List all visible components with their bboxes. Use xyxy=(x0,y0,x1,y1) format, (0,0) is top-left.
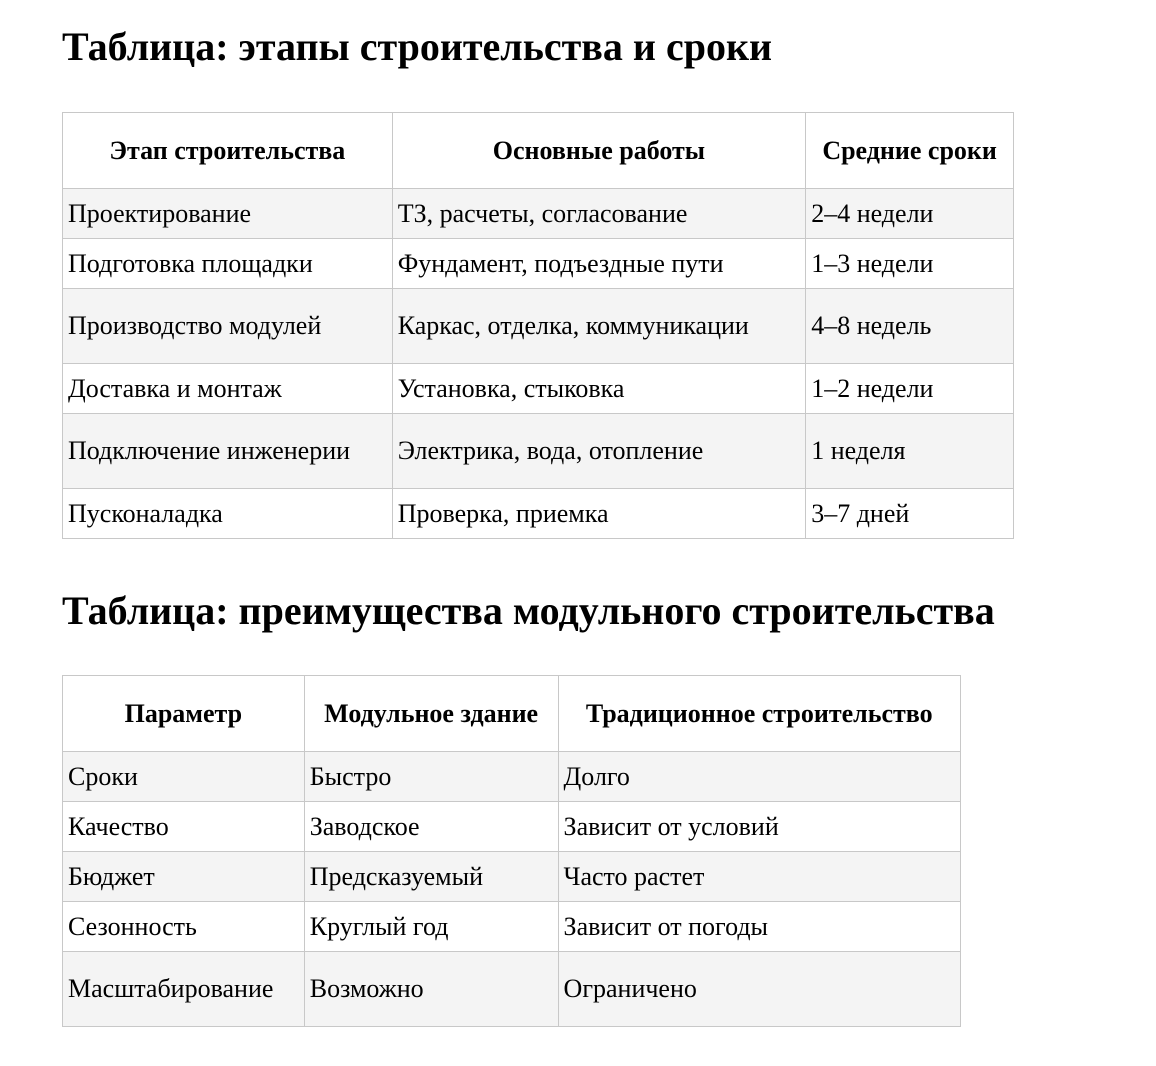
table1-cell-works: ТЗ, расчеты, согласование xyxy=(392,189,805,239)
table2-cell-parameter: Сезонность xyxy=(63,902,305,952)
table1-cell-stage: Доставка и монтаж xyxy=(63,364,393,414)
table2-header-traditional: Традиционное строительство xyxy=(558,676,960,752)
table1-cell-stage: Производство модулей xyxy=(63,289,393,364)
table1-header-duration: Средние сроки xyxy=(806,113,1014,189)
table-row xyxy=(63,414,1014,489)
table2-cell-parameter: Качество xyxy=(63,802,305,852)
table1-title: Таблица: этапы строительства и сроки xyxy=(62,24,773,69)
table-row xyxy=(63,364,1014,414)
table2-cell-modular: Предсказуемый xyxy=(304,852,558,902)
table1-header-works: Основные работы xyxy=(392,113,805,189)
table-row xyxy=(63,952,961,1027)
table2-cell-modular: Быстро xyxy=(304,752,558,802)
table1-cell-stage: Подключение инженерии xyxy=(63,414,393,489)
table2-cell-parameter: Масштабирование xyxy=(63,952,305,1027)
table1-cell-duration: 2–4 недели xyxy=(806,189,1014,239)
table-row xyxy=(63,852,961,902)
table1-cell-stage: Подготовка площадки xyxy=(63,239,393,289)
table1-header-row xyxy=(63,113,1014,189)
table-row xyxy=(63,239,1014,289)
construction-stages-table xyxy=(62,112,1014,539)
table2-cell-traditional: Зависит от условий xyxy=(558,802,960,852)
table-row xyxy=(63,752,961,802)
table1-cell-duration: 1–2 недели xyxy=(806,364,1014,414)
table1-cell-duration: 1–3 недели xyxy=(806,239,1014,289)
table2-cell-parameter: Бюджет xyxy=(63,852,305,902)
table2-cell-parameter: Сроки xyxy=(63,752,305,802)
table2-cell-modular: Возможно xyxy=(304,952,558,1027)
table1-cell-stage: Проектирование xyxy=(63,189,393,239)
table1-cell-works: Установка, стыковка xyxy=(392,364,805,414)
table2-header-row xyxy=(63,676,961,752)
table1-cell-works: Фундамент, подъездные пути xyxy=(392,239,805,289)
table2-header-modular: Модульное здание xyxy=(304,676,558,752)
table2-cell-traditional: Долго xyxy=(558,752,960,802)
table1-cell-duration: 3–7 дней xyxy=(806,489,1014,539)
table-row xyxy=(63,802,961,852)
table-row xyxy=(63,189,1014,239)
table1-cell-works: Каркас, отделка, коммуникации xyxy=(392,289,805,364)
table-row xyxy=(63,902,961,952)
modular-advantages-table xyxy=(62,675,961,1027)
table1-cell-works: Электрика, вода, отопление xyxy=(392,414,805,489)
table-row xyxy=(63,289,1014,364)
table2-cell-modular: Круглый год xyxy=(304,902,558,952)
table1-cell-stage: Пусконаладка xyxy=(63,489,393,539)
table2-cell-modular: Заводское xyxy=(304,802,558,852)
table1-cell-duration: 1 неделя xyxy=(806,414,1014,489)
table2-cell-traditional: Зависит от погоды xyxy=(558,902,960,952)
table2-title: Таблица: преимущества модульного строительства xyxy=(62,588,995,633)
table1-cell-works: Проверка, приемка xyxy=(392,489,805,539)
table1-cell-duration: 4–8 недель xyxy=(806,289,1014,364)
table2-header-parameter: Параметр xyxy=(63,676,305,752)
table2-cell-traditional: Часто растет xyxy=(558,852,960,902)
table-row xyxy=(63,489,1014,539)
table2-cell-traditional: Ограничено xyxy=(558,952,960,1027)
table1-header-stage: Этап строительства xyxy=(63,113,393,189)
